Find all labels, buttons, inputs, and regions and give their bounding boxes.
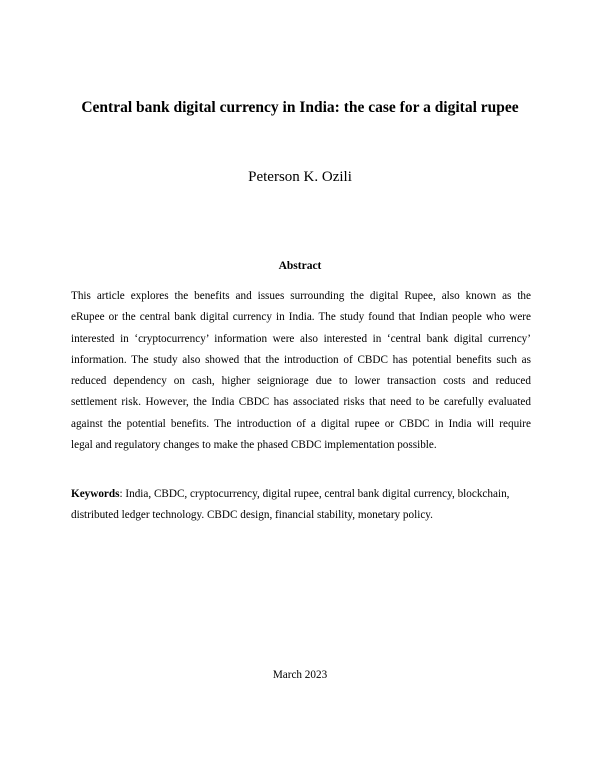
keywords-line: distributed ledger technology. CBDC design, financial stability, monetary policy.: [71, 509, 433, 522]
abstract-line: legal and regulatory changes to make the phased CBDC implementation possible.: [71, 438, 437, 451]
abstract-line: This article explores the benefits and issues surrounding the digital Rupee, also known as the: [71, 290, 531, 302]
keywords-line: [71, 484, 533, 505]
abstract-body: [71, 286, 531, 456]
paper-title: Central bank digital currency in India: the case for a digital rupee: [81, 99, 519, 116]
abstract-line: information. The study also showed that the introduction of CBDC has potential benefits such as: [71, 353, 531, 366]
keywords-section: [71, 484, 533, 527]
author-name: Peterson K. Ozili: [248, 169, 352, 185]
keywords-label: Keywords: [71, 488, 120, 500]
abstract-heading: Abstract: [278, 260, 322, 272]
keywords-text: : India, CBDC, cryptocurrency, digital rupee, central bank digital currency, blockchain,: [119, 488, 510, 500]
abstract-line: settlement risk. However, the India CBDC has associated risks that need to be carefully evaluated: [71, 396, 531, 409]
abstract-line: eRupee or the central bank digital currency in India. The study found that Indian people who were: [71, 311, 531, 324]
publication-date: March 2023: [272, 669, 328, 681]
abstract-line: reduced dependency on cash, higher seigniorage due to lower transaction costs and reduced: [71, 375, 531, 387]
abstract-line: against the potential benefits. The introduction of a digital rupee or CBDC in India will require: [71, 417, 531, 430]
abstract-line: interested in ‘cryptocurrency’ information were also interested in ‘central bank digital currency’: [71, 332, 531, 345]
